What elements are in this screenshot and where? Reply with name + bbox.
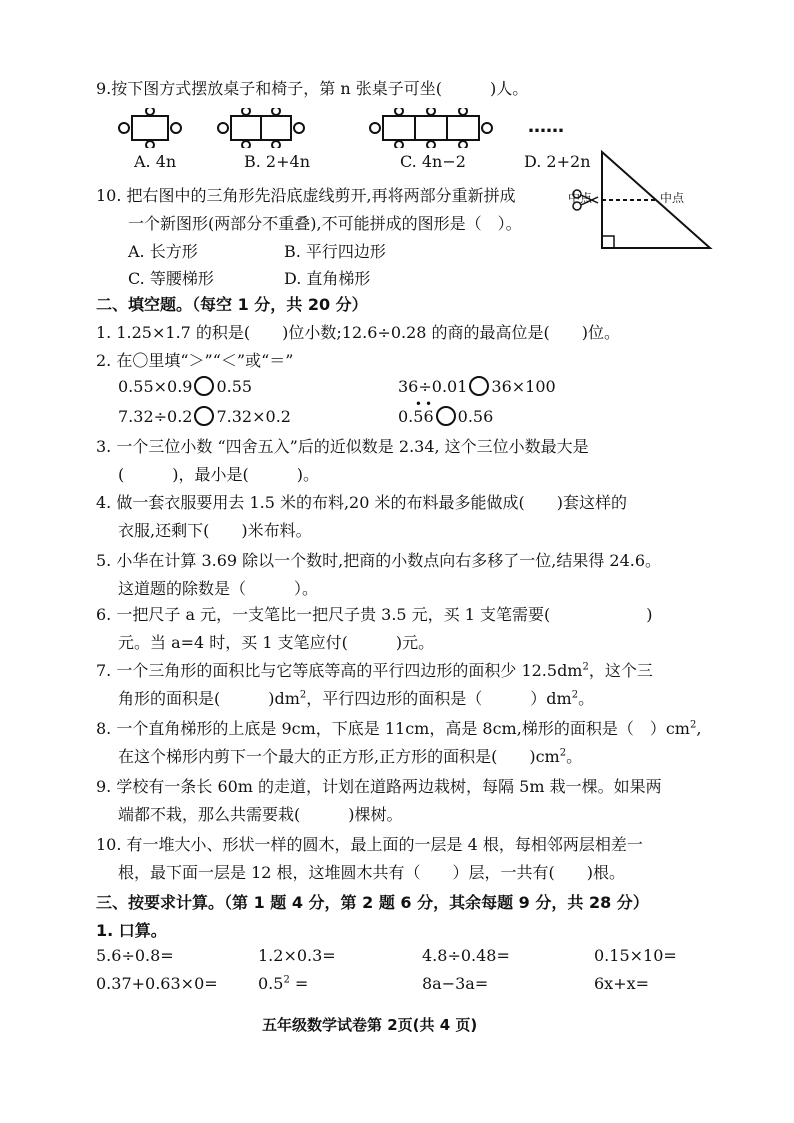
midpoint-label-right: 中点 (660, 191, 685, 205)
compare-b-left: 36÷0.01 (398, 377, 468, 396)
s2-q1: 1. 1.25×1.7 的积是( )位小数;12.6÷0.28 的商的最高位是( )位。 (96, 323, 621, 342)
ellipsis: …… (528, 116, 564, 137)
oral-calc-2: 1.2×0.3= (258, 946, 336, 965)
s2-q6-line1: 6. 一把尺子 a 元，一支笔比一把尺子贵 3.5 元，买 1 支笔需要( ) (96, 605, 653, 624)
oral-calc-5: 0.37+0.63×0= (96, 974, 218, 993)
oral-calc-1: 5.6÷0.8= (96, 946, 174, 965)
tables-figure (118, 108, 538, 148)
repeating-digit-1: • 5 (413, 397, 424, 426)
compare-a-right: 0.55 (216, 377, 253, 396)
s2-q8-line2: 在这个梯形内剪下一个最大的正方形,正方形的面积是( )$cm^2$。 (118, 747, 583, 766)
compare-d-right: 0.56 (457, 407, 494, 426)
s2-q10-line2: 根，最下面一层是 12 根，这堆圆木共有（ ）层，一共有( )根。 (118, 863, 626, 882)
s2-q3-line2: ( )，最小是( )。 (118, 465, 319, 484)
s2-q7-line1: 7. 一个三角形的面积比与它等底等高的平行四边形的面积少 $12.5dm^2$，这个三 (96, 661, 653, 680)
compare-a-left: 0.55×0.9 (118, 377, 193, 396)
s2-q7-line2: 角形的面积是( )$dm^2$，平行四边形的面积是（ ）$dm^2$。 (118, 689, 595, 708)
section3-header: 三、按要求计算。（第 1 题 4 分，第 2 题 6 分，其余每题 9 分，共 28 分） (96, 893, 649, 912)
triangle-figure (570, 148, 720, 253)
compare-b-right: 36×100 (491, 377, 556, 396)
oral-calc-4: 0.15×10= (594, 946, 677, 965)
q9-option-a: A. 4n (134, 152, 177, 171)
q10-option-d: D. 直角梯形 (284, 269, 371, 288)
compare-circle-d[interactable] (436, 406, 456, 426)
s2-q9-line2: 端都不栽，那么共需要栽( )棵树。 (118, 805, 403, 824)
q10-top-line1: 10. 把右图中的三角形先沿底虚线剪开,再将两部分重新拼成 (96, 186, 516, 205)
oral-calc-7: 8a−3a= (422, 974, 489, 993)
s2-q5-line2: 这道题的除数是（ ）。 (118, 579, 319, 598)
q9-top-text: 9.按下图方式摆放桌子和椅子，第 n 张桌子可坐( )人。 (96, 79, 529, 98)
repeating-digit-2: • 6 (423, 397, 434, 426)
q10-option-b: B. 平行四边形 (284, 242, 386, 261)
oral-calc-8: 6x+x= (594, 974, 650, 993)
q10-top-line2: 一个新图形(两部分不重叠),不可能拼成的图形是（ ）。 (128, 214, 522, 233)
compare-d-int: 0. (398, 407, 414, 426)
q9-option-c: C. 4n−2 (400, 152, 466, 171)
s2-q3-line1: 3. 一个三位小数 “四舍五入”后的近似数是 2.34, 这个三位小数最大是 (96, 437, 589, 456)
q9-option-d: D. 2+2n (524, 152, 591, 171)
section2-header: 二、填空题。（每空 1 分，共 20 分） (96, 295, 368, 314)
s2-q2-c (118, 406, 291, 426)
s2-q5-line1: 5. 小华在计算 3.69 除以一个数时,把商的小数点向右多移了一位,结果得 24.6。 (96, 551, 662, 570)
s2-q9-line1: 9. 学校有一条长 60m 的走道，计划在道路两边栽树，每隔 5m 栽一棵。如果两 (96, 777, 662, 796)
q10-option-c: C. 等腰梯形 (128, 269, 214, 288)
q10-option-a: A. 长方形 (128, 242, 198, 261)
s2-q8-line1: 8. 一个直角梯形的上底是 9cm，下底是 11cm，高是 8cm,梯形的面积是（ ）$cm^2$, (96, 719, 702, 738)
compare-c-right: 7.32×0.2 (216, 407, 291, 426)
q9-option-b: B. 2+4n (244, 152, 310, 171)
s2-q2-d (398, 397, 494, 426)
table-1 (132, 116, 168, 140)
s2-q2-b (398, 376, 556, 396)
s3-sub1: 1. 口算。 (96, 921, 167, 940)
s2-q2: 2. 在〇里填“＞”“＜”或“＝” (96, 351, 294, 370)
page-footer: 五年级数学试卷第 2页(共 4 页) (262, 1016, 478, 1034)
compare-c-left: 7.32÷0.2 (118, 407, 193, 426)
s2-q10-line1: 10. 有一堆大小、形状一样的圆木，最上面的一层是 4 根，每相邻两层相差一 (96, 835, 643, 854)
s2-q4-line2: 衣服,还剩下( )米布料。 (118, 521, 312, 540)
oral-calc-3: 4.8÷0.48= (422, 946, 510, 965)
s2-q6-line2: 元。当 a=4 时，买 1 支笔应付( )元。 (118, 633, 435, 652)
s2-q4-line1: 4. 做一套衣服要用去 1.5 米的布料,20 米的布料最多能做成( )套这样的 (96, 493, 627, 512)
compare-circle-a[interactable] (194, 376, 214, 396)
compare-circle-b[interactable] (469, 376, 489, 396)
compare-circle-c[interactable] (194, 406, 214, 426)
oral-calc-6: $0.5^2$ = (258, 974, 309, 993)
midpoint-label-left: 中点 (568, 191, 593, 205)
s2-q2-a (118, 376, 252, 396)
